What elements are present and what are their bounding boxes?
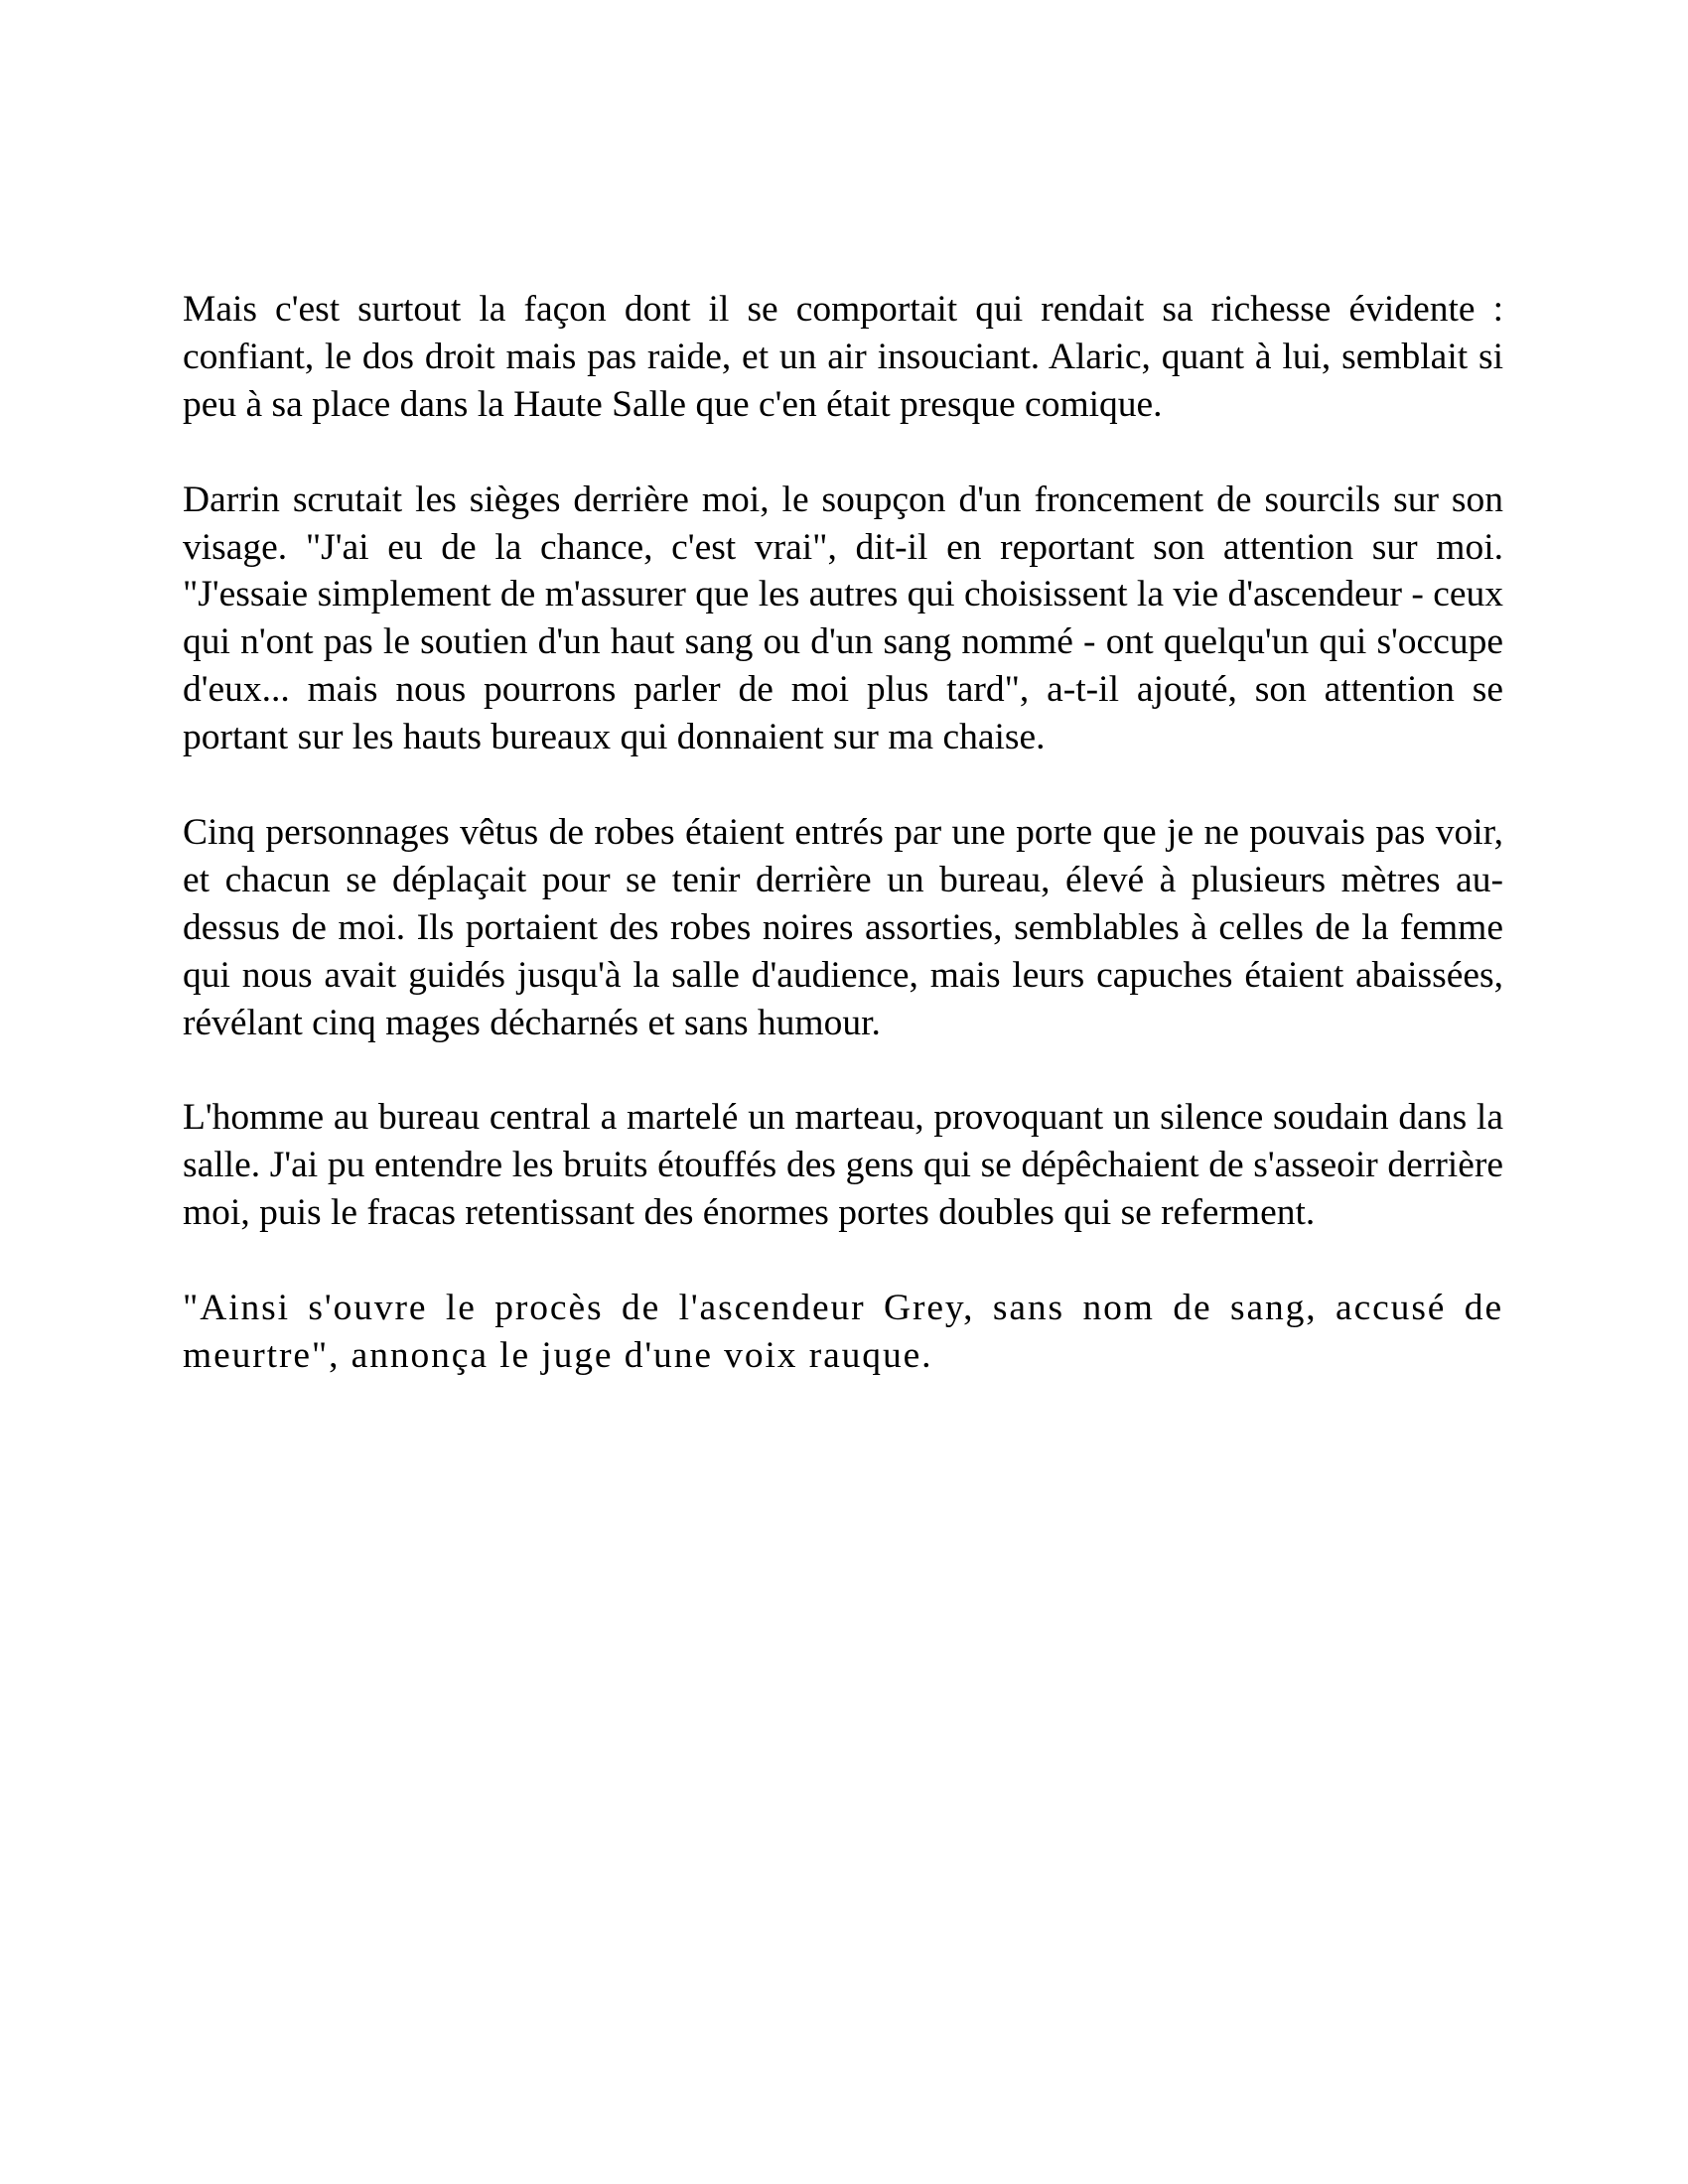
paragraph-3: Cinq personnages vêtus de robes étaient entrés par une porte que je ne pouvais pas voir, et chacun se déplaçait pour se tenir derrière un bureau, élevé à plusieurs mètres au-dessus de moi. Ils portaient des robes noires assorties, semblables à celles de la femme qui nous avait guidés jusqu'à la salle d'audience, mais leurs capuches étaient abaissées, révélant cinq mages décharnés et sans humour. bbox=[183, 811, 1503, 1043]
paragraph-1: Mais c'est surtout la façon dont il se comportait qui rendait sa richesse évidente : confiant, le dos droit mais pas raide, et un air insouciant. Alaric, quant à lui, semblait si peu à sa place dans la Haute Salle que c'en était presque comique. bbox=[183, 289, 1503, 425]
paragraph-4: L'homme au bureau central a martelé un marteau, provoquant un silence soudain dans la salle. J'ai pu entendre les bruits étouffés des gens qui se dépêchaient de s'asseoir derrière moi, puis le fracas retentissant des énormes portes doubles qui se referment. bbox=[183, 1097, 1503, 1234]
paragraph-2: Darrin scrutait les sièges derrière moi, le soupçon d'un froncement de sourcils sur son visage. "J'ai eu de la chance, c'est vrai", dit-il en reportant son attention sur moi. "J'essaie simplement de m'assurer que les autres qui choisissent la vie d'ascendeur - ceux qui n'ont pas le soutien d'un haut sang ou d'un sang nommé - ont quelqu'un qui s'occupe d'eux... mais nous pourrons parler de moi plus tard", a-t-il ajouté, son attention se portant sur les hauts bureaux qui donnaient sur ma chaise. bbox=[183, 478, 1503, 758]
body-text bbox=[183, 286, 1503, 1380]
paragraph-5: "Ainsi s'ouvre le procès de l'ascendeur Grey, sans nom de sang, accusé de meurtre", annonça le juge d'une voix rauque. bbox=[183, 1287, 1503, 1376]
